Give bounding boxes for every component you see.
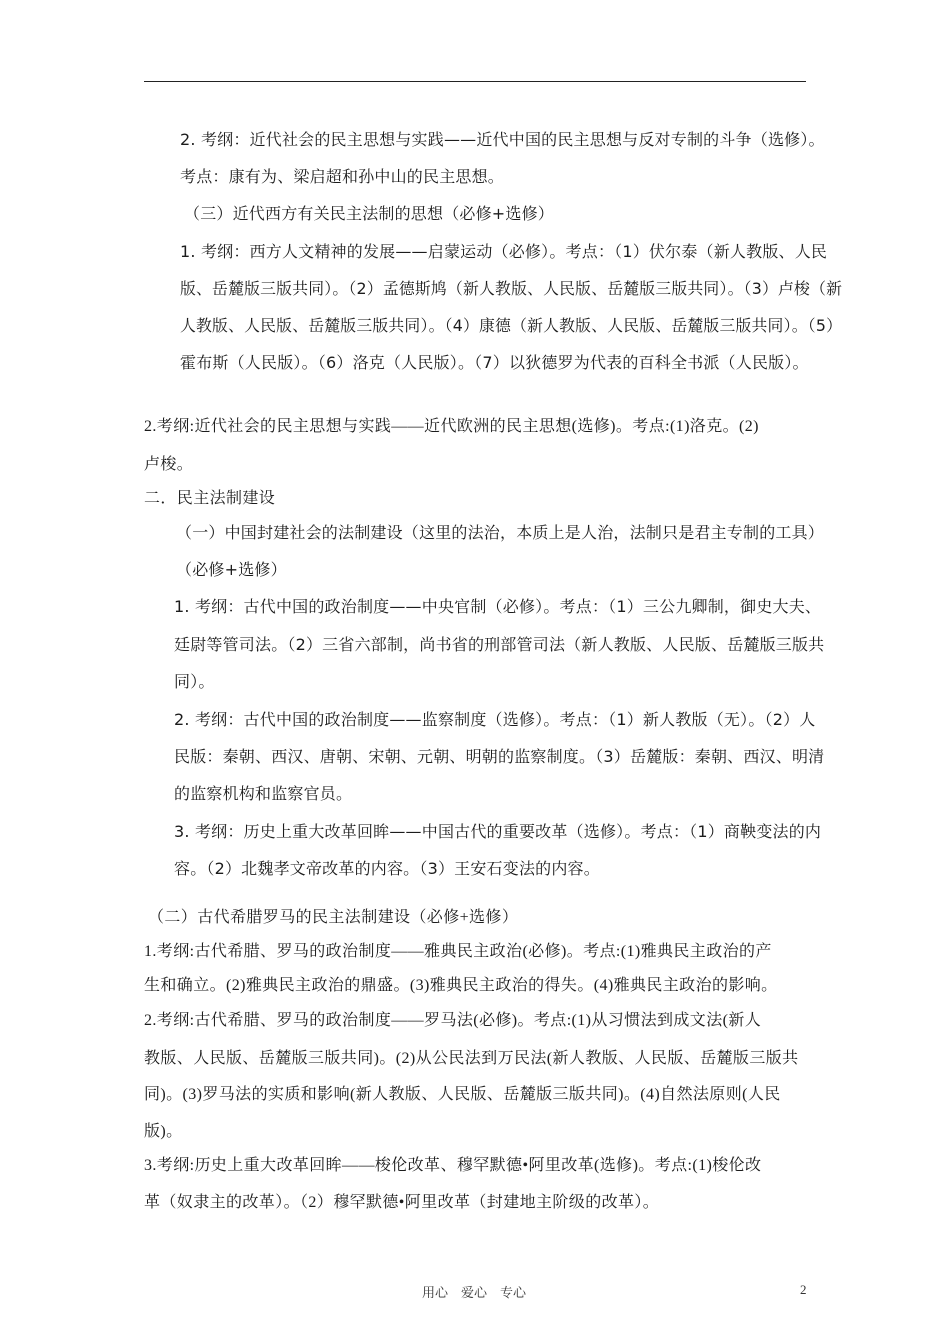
text-line: 民版：秦朝、西汉、唐朝、宋朝、元朝、明朝的监察制度。（3）岳麓版：秦朝、西汉、明清 bbox=[174, 747, 825, 766]
section-heading: （一）中国封建社会的法制建设（这里的法治，本质上是人治，法制只是君主专制的工具） bbox=[176, 523, 825, 542]
page-number: 2 bbox=[800, 1282, 807, 1297]
text-line: 革（奴隶主的改革）。（2）穆罕默德•阿里改革（封建地主阶级的改革）。 bbox=[144, 1194, 660, 1211]
text-line: 的监察机构和监察官员。 bbox=[174, 784, 353, 803]
text-line: 1. 考纲：古代中国的政治制度——中央官制（必修）。考点：（1）三公九卿制，御史大夫、 bbox=[174, 597, 822, 616]
text-line: 1. 考纲：西方人文精神的发展——启蒙运动（必修）。考点：（1）伏尔泰（新人教版、人民 bbox=[180, 242, 828, 261]
text-line: 2. 考纲：古代中国的政治制度——监察制度（选修）。考点：（1）新人教版（无）。（2）人 bbox=[174, 710, 816, 729]
text-line: 霍布斯（人民版）。（6）洛克（人民版）。（7）以狄德罗为代表的百科全书派（人民版）。 bbox=[180, 353, 809, 372]
text-line: 同)。(3)罗马法的实质和影响(新人教版、人民版、岳麓版三版共同)。(4)自然法原则(人民 bbox=[144, 1086, 781, 1103]
text-line: 卢梭。 bbox=[144, 456, 194, 473]
text-line: 2.考纲:古代希腊、罗马的政治制度——罗马法(必修)。考点:(1)从习惯法到成文法(新人 bbox=[144, 1012, 762, 1029]
text-line: 2.考纲:近代社会的民主思想与实践——近代欧洲的民主思想(选修)。考点:(1)洛克。(2) bbox=[144, 418, 759, 435]
text-line: （必修+选修） bbox=[176, 560, 287, 579]
header-rule bbox=[144, 81, 806, 82]
text-line: 容。（2）北魏孝文帝改革的内容。（3）王安石变法的内容。 bbox=[174, 859, 600, 878]
text-line: 版)。 bbox=[144, 1123, 183, 1140]
text-line: 廷尉等管司法。（2）三省六部制，尚书省的刑部管司法（新人教版、人民版、岳麓版三版共 bbox=[174, 635, 825, 654]
text-line: 1.考纲:古代希腊、罗马的政治制度——雅典民主政治(必修)。考点:(1)雅典民主政治的产 bbox=[144, 943, 772, 960]
text-line: 同）。 bbox=[174, 672, 215, 691]
text-line: 考点：康有为、梁启超和孙中山的民主思想。 bbox=[180, 167, 505, 186]
footer-motto: 用心 爱心 专心 bbox=[422, 1285, 527, 1300]
section-heading: （三）近代西方有关民主法制的思想（必修+选修） bbox=[184, 204, 555, 223]
text-line: 2. 考纲：近代社会的民主思想与实践——近代中国的民主思想与反对专制的斗争（选修）。 bbox=[180, 130, 825, 149]
text-line: 版、岳麓版三版共同）。（2）孟德斯鸠（新人教版、人民版、岳麓版三版共同）。（3）卢梭（新 bbox=[180, 279, 843, 298]
section-heading: （二）古代希腊罗马的民主法制建设（必修+选修） bbox=[148, 909, 519, 926]
text-line: 人教版、人民版、岳麓版三版共同）。（4）康德（新人教版、人民版、岳麓版三版共同）。（5） bbox=[180, 316, 843, 335]
section-heading: 二．民主法制建设 bbox=[144, 490, 276, 507]
text-line: 3.考纲:历史上重大改革回眸——梭伦改革、穆罕默德•阿里改革(选修)。考点:(1)梭伦改 bbox=[144, 1157, 762, 1174]
text-line: 教版、人民版、岳麓版三版共同)。(2)从公民法到万民法(新人教版、人民版、岳麓版三版共 bbox=[144, 1050, 799, 1067]
text-line: 3. 考纲：历史上重大改革回眸——中国古代的重要改革（选修）。考点：（1）商鞅变法的内 bbox=[174, 822, 822, 841]
text-line: 生和确立。(2)雅典民主政治的鼎盛。(3)雅典民主政治的得失。(4)雅典民主政治的影响。 bbox=[144, 977, 778, 994]
